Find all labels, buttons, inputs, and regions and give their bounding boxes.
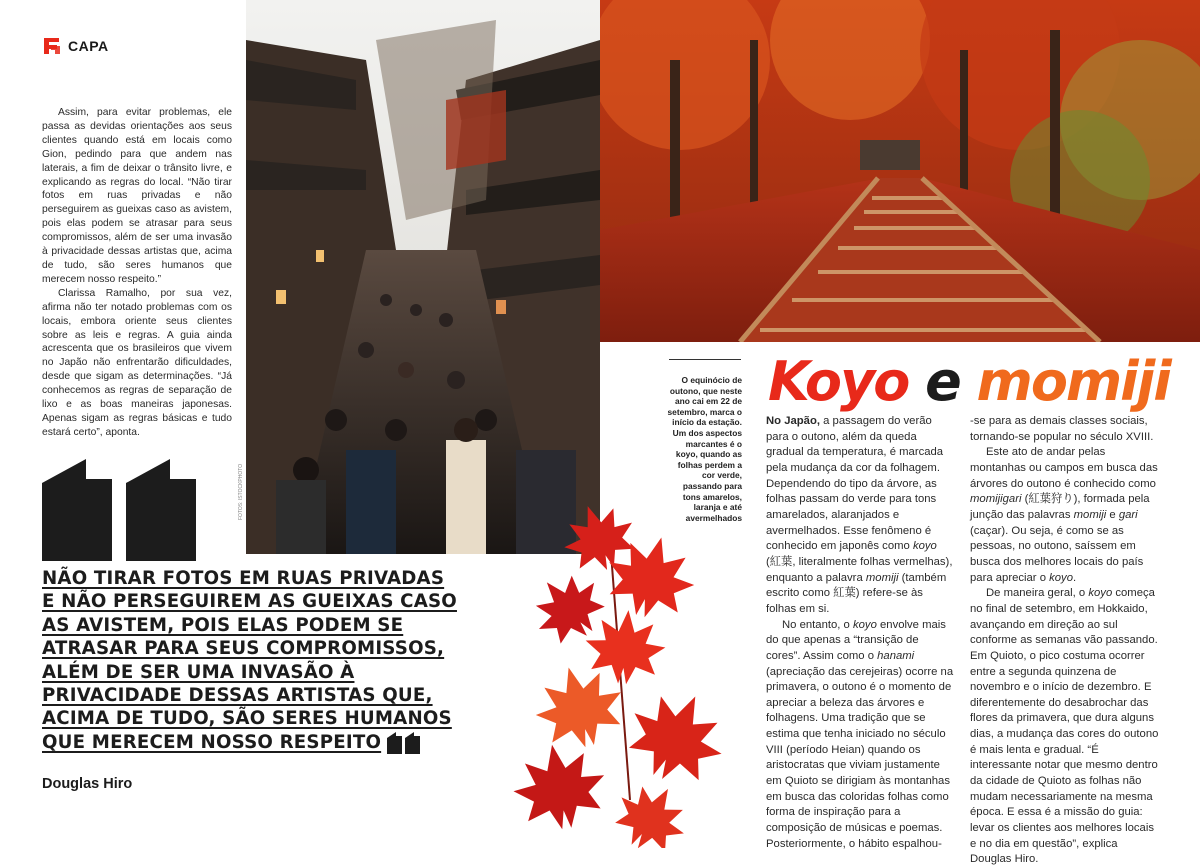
pull-quote [42, 567, 512, 754]
left-column-text [42, 106, 232, 440]
pull-quote-line: AS AVISTEM, POIS ELAS PODEM SE [42, 614, 404, 636]
pull-quote-line: ATRASAR PARA SEUS COMPROMISSOS, [42, 638, 445, 660]
pull-quote-line: PRIVACIDADE DESSAS ARTISTAS QUE, [42, 685, 433, 707]
quote-marks-icon [42, 459, 198, 561]
left-paragraph: Clarissa Ramalho, por sua vez, afirma não ter notado problemas com os locais, embora oriente seus clientes sobre as leis e regras. A guia ainda acrescenta que os brasileiros que vivem no Japão não enfrentarão dificuldades, desde que sigam as determinações. “Já conhecemos as regras de separação de lixo e as boas maneiras japonesas. Apenas sigam as regras básicas e tudo estará certo”, aponta. [42, 287, 232, 438]
caption-rule [669, 359, 741, 360]
left-paragraph: Assim, para evitar problemas, ele passa as devidas orientações aos seus clientes quando está em locais como Gion, pedindo para que andem nas laterais, a fim de deixar o trânsito livre, e explicando as regras do local. “Não tirar fotos em ruas privadas e não perseguirem as gueixas caso as avistem, pois elas podem se atrasar para seus compromissos, além de ser uma invasão à privacidade dessas artistas que, acima de tudo, são seres humanos que merecem nosso respeito.” [42, 107, 232, 285]
body-paragraph: No Japão, a passagem do verão para o outono, além da queda gradual da temperatura, é marcada pela mudança da cor da folhagem. Dependendo do tipo da árvore, as folhas passam do verde para tons amarelados, alaranjados e avermelhados. Esse fenômeno é conhecido em japonês como koyo (紅葉, literalmente folhas vermelhas), enquanto a palavra momiji (também escrito como 紅葉) refere-se às folhas em si. [766, 415, 953, 615]
lead-in: No Japão, [766, 415, 820, 427]
body-column-2 [970, 414, 1162, 868]
closing-quote-icon [387, 732, 421, 754]
pull-quote-line: ALÉM DE SER UMA INVASÃO À [42, 661, 355, 683]
article-title [768, 350, 1170, 413]
magazine-logo-icon [42, 36, 62, 56]
title-word-koyo: Koyo [768, 350, 909, 413]
body-paragraph: De maneira geral, o koyo começa no final de setembro, em Hokkaido, avançando em direção ao sul conforme as semanas vão passando. Em Quioto, o pico costuma ocorrer entre a segunda quinzena de novembro e o início de dezembro. E diferentemente do desabrochar das flores da primavera, que dura alguns dias, a mudança das cores do outono é mais lenta e gradual. “É interessante notar que mesmo dentro da cidade de Quioto as folhas não mudam necessariamente na mesma época. E essa é a missão do guia: levar os clientes aos melhores locais e no dia em questão”, explica Douglas Hiro. [970, 587, 1159, 866]
body-column-1 [766, 414, 954, 852]
section-label: CAPA [68, 38, 109, 54]
maple-leaves-illustration [500, 500, 770, 848]
pull-quote-line: NÃO TIRAR FOTOS EM RUAS PRIVADAS [42, 568, 445, 589]
pull-quote-line: ACIMA DE TUDO, SÃO SERES HUMANOS [42, 708, 452, 730]
title-word-e: e [925, 350, 960, 413]
kyoto-street-photo [246, 0, 600, 554]
title-word-momiji: momiji [976, 350, 1170, 413]
body-paragraph: No entanto, o koyo envolve mais do que apenas a “transição de cores”. Assim como o hanami (apreciação das cerejeiras) ocorre na primavera, o outono é o momento de apreciar a beleza das árvores e folhagens. Uma tradição que se estima que tenha iniciado no século VIII (período Heian) quando os aristocratas que viviam justamente em Quioto se dirigiam às montanhas em busca das coloridas folhas como forma de inspiração para a composição de músicas e poemas. Posteriormente, o hábito espalhou- [766, 618, 954, 850]
photo-credit: FOTOS: ISTOCKPHOTO [238, 463, 244, 520]
autumn-path-photo [600, 0, 1200, 342]
photo-caption: O equinócio de outono, que neste ano cai em 22 de setembro, marca o início da estação. Um dos aspectos marcantes é o koyo, quando as folhas perdem a cor verde, passando para tons amarelos, laranja e até avermelhados [667, 375, 742, 523]
body-paragraph: Este ato de andar pelas montanhas ou campos em busca das árvores do outono é conhecido como momijigari (紅葉狩り), formada pela junção das palavras momiji e gari (caçar). Ou seja, é como se as pessoas, no outono, saíssem em busca dos melhores locais do país para apreciar o koyo. [970, 446, 1158, 584]
pull-quote-line: E NÃO PERSEGUIREM AS GUEIXAS CASO [42, 591, 457, 613]
quote-attribution: Douglas Hiro [42, 776, 133, 792]
body-paragraph: -se para as demais classes sociais, tornando-se popular no século XVIII. [970, 415, 1154, 443]
pull-quote-line: QUE MERECEM NOSSO RESPEITO [42, 731, 382, 753]
